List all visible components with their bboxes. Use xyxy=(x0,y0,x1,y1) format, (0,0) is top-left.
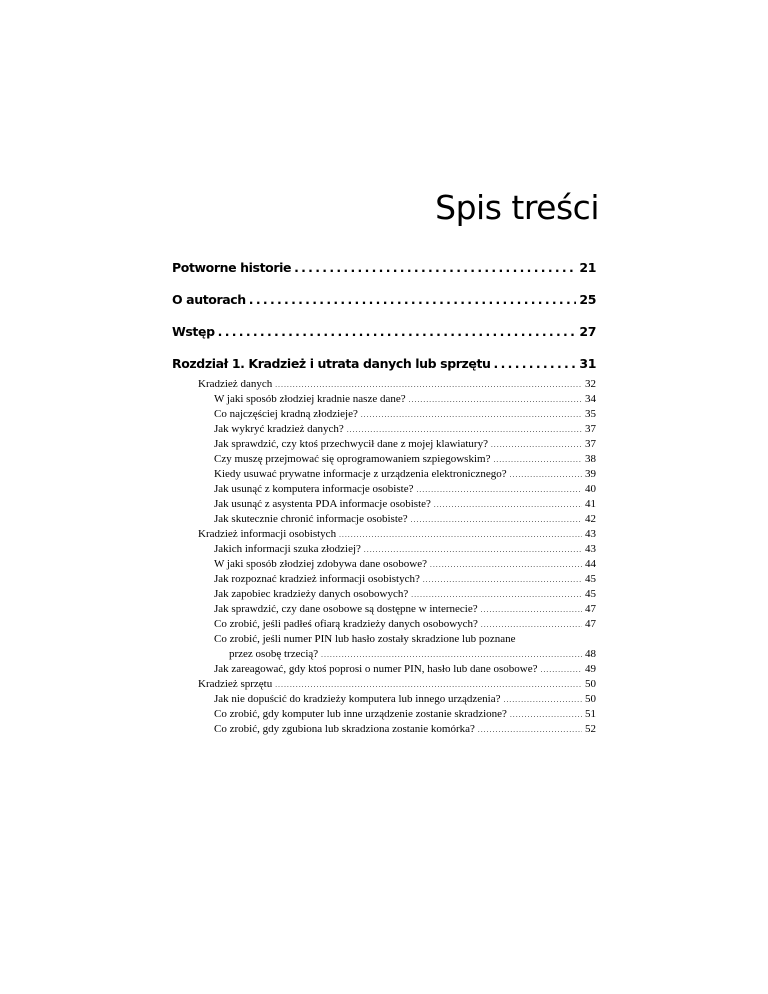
toc-section-list xyxy=(172,662,596,737)
dot-leader xyxy=(510,708,582,723)
toc-section-list xyxy=(172,377,596,632)
toc-entry-page: 52 xyxy=(585,723,596,735)
toc-entry-page: 21 xyxy=(579,260,596,275)
toc-entry-page: 25 xyxy=(579,292,596,307)
toc-subsection-entry xyxy=(172,467,596,482)
toc-entry-page: 41 xyxy=(585,498,596,510)
dot-leader xyxy=(361,408,582,423)
toc-entry-title: Jak zareagować, gdy ktoś poprosi o numer PIN, hasło lub dane osobowe? xyxy=(214,663,538,675)
toc-entry-title: Kradzież danych xyxy=(198,378,273,390)
toc-chapter-entry xyxy=(172,260,596,277)
toc-entry-title-line2: przez osobę trzecią? xyxy=(229,648,319,660)
toc-entry-title-line1: Co zrobić, jeśli numer PIN lub hasło zostały skradzione lub poznane xyxy=(214,633,516,645)
toc-entry-page: 45 xyxy=(585,573,596,585)
page-title: Spis treści xyxy=(435,188,599,227)
toc-entry-title: W jaki sposób złodziej zdobywa dane osobowe? xyxy=(214,558,428,570)
toc-entry-title: Jak usunąć z komputera informacje osobiste? xyxy=(214,483,414,495)
dot-leader xyxy=(275,378,582,393)
toc-subsection-entry xyxy=(172,722,596,737)
toc-entry-page: 43 xyxy=(585,528,596,540)
toc-subsection-entry xyxy=(172,572,596,587)
toc-entry-page: 45 xyxy=(585,588,596,600)
dot-leader xyxy=(541,663,582,678)
toc-entry-page: 37 xyxy=(585,438,596,450)
dot-leader xyxy=(494,356,577,371)
toc-entry-page: 44 xyxy=(585,558,596,570)
toc-chapter-entry xyxy=(172,324,596,341)
dot-leader xyxy=(339,528,582,543)
toc-wrapped-entry-continuation xyxy=(172,647,596,662)
toc-entry-title: Co najczęściej kradną złodzieje? xyxy=(214,408,358,420)
toc-entry-title: Co zrobić, gdy zgubiona lub skradziona zostanie komórka? xyxy=(214,723,475,735)
toc-entry-title: Kradzież sprzętu xyxy=(198,678,273,690)
toc-entry-page: 50 xyxy=(585,693,596,705)
toc-entry-page: 32 xyxy=(585,378,596,390)
toc-entry-page: 37 xyxy=(585,423,596,435)
toc-entry-page: 31 xyxy=(579,356,596,371)
toc-section-entry xyxy=(172,677,596,692)
toc-entry-title: Jak rozpoznać kradzież informacji osobistych? xyxy=(214,573,420,585)
dot-leader xyxy=(430,558,582,573)
toc-entry-title: Jak sprawdzić, czy dane osobowe są dostępne w internecie? xyxy=(214,603,478,615)
toc-entry-page: 51 xyxy=(585,708,596,720)
toc-entry-title: Potworne historie xyxy=(172,260,292,275)
toc-entry-title: Jak zapobiec kradzieży danych osobowych? xyxy=(214,588,409,600)
toc-subsection-entry xyxy=(172,707,596,722)
dot-leader xyxy=(434,498,582,513)
toc-entry-page: 50 xyxy=(585,678,596,690)
dot-leader xyxy=(493,453,582,468)
toc-entry-title: Kiedy usuwać prywatne informacje z urządzenia elektronicznego? xyxy=(214,468,507,480)
toc-subsection-entry xyxy=(172,497,596,512)
toc-entry-title: Jak usunąć z asystenta PDA informacje osobiste? xyxy=(214,498,431,510)
dot-leader xyxy=(481,618,582,633)
toc-entry-title: Jak sprawdzić, czy ktoś przechwycił dane z mojej klawiatury? xyxy=(214,438,488,450)
toc-subsection-entry xyxy=(172,587,596,602)
toc-entry-page: 49 xyxy=(585,663,596,675)
toc-entry-page: 39 xyxy=(585,468,596,480)
toc-entry-title: Jakich informacji szuka złodziej? xyxy=(214,543,361,555)
dot-leader xyxy=(364,543,582,558)
toc-entry-page: 27 xyxy=(579,324,596,339)
dot-leader xyxy=(423,573,582,588)
toc-entry-title: Jak nie dopuścić do kradzieży komputera lub innego urządzenia? xyxy=(214,693,501,705)
toc-entry-page: 42 xyxy=(585,513,596,525)
dot-leader xyxy=(347,423,582,438)
toc-entry-page: 40 xyxy=(585,483,596,495)
dot-leader xyxy=(478,723,582,738)
toc-entry-title: Jak skutecznie chronić informacje osobiste? xyxy=(214,513,408,525)
toc-entry-title: Wstęp xyxy=(172,324,215,339)
dot-leader xyxy=(416,483,582,498)
toc-section-entry xyxy=(172,527,596,542)
dot-leader xyxy=(218,324,577,339)
toc-entry-page: 38 xyxy=(585,453,596,465)
toc-entry-title: O autorach xyxy=(172,292,246,307)
dot-leader xyxy=(321,648,582,663)
toc-subsection-entry xyxy=(172,512,596,527)
toc-chapter-entry xyxy=(172,292,596,309)
toc-subsection-entry xyxy=(172,602,596,617)
dot-leader xyxy=(504,693,583,708)
table-of-contents xyxy=(172,260,596,737)
toc-subsection-entry xyxy=(172,542,596,557)
toc-subsection-entry xyxy=(172,407,596,422)
toc-subsection-entry xyxy=(172,392,596,407)
dot-leader xyxy=(411,513,582,528)
toc-entry-title: Jak wykryć kradzież danych? xyxy=(214,423,344,435)
toc-entry-title: Czy muszę przejmować się oprogramowaniem szpiegowskim? xyxy=(214,453,491,465)
toc-subsection-entry xyxy=(172,437,596,452)
dot-leader xyxy=(409,393,582,408)
toc-section-entry xyxy=(172,377,596,392)
toc-entry-title: Co zrobić, jeśli padłeś ofiarą kradzieży danych osobowych? xyxy=(214,618,478,630)
dot-leader xyxy=(411,588,582,603)
toc-entry-title: Kradzież informacji osobistych xyxy=(198,528,337,540)
toc-subsection-entry xyxy=(172,452,596,467)
dot-leader xyxy=(510,468,582,483)
toc-subsection-entry xyxy=(172,482,596,497)
toc-subsection-entry xyxy=(172,617,596,632)
toc-wrapped-entry xyxy=(172,632,596,647)
toc-entry-page: 47 xyxy=(585,603,596,615)
dot-leader xyxy=(249,292,577,307)
dot-leader xyxy=(275,678,582,693)
toc-entry-page: 34 xyxy=(585,393,596,405)
toc-entry-page: 48 xyxy=(585,648,596,660)
dot-leader xyxy=(481,603,582,618)
dot-leader xyxy=(491,438,582,453)
toc-chapter-entry xyxy=(172,356,596,373)
toc-entry-title: W jaki sposób złodziej kradnie nasze dane? xyxy=(214,393,406,405)
toc-entry-page: 35 xyxy=(585,408,596,420)
toc-entry-title: Co zrobić, gdy komputer lub inne urządzenie zostanie skradzione? xyxy=(214,708,507,720)
toc-entry-page: 47 xyxy=(585,618,596,630)
toc-entry-page: 43 xyxy=(585,543,596,555)
toc-subsection-entry xyxy=(172,662,596,677)
toc-subsection-entry xyxy=(172,422,596,437)
toc-subsection-entry xyxy=(172,557,596,572)
dot-leader xyxy=(294,260,576,275)
toc-entry-title: Rozdział 1. Kradzież i utrata danych lub sprzętu xyxy=(172,356,491,371)
toc-subsection-entry xyxy=(172,692,596,707)
